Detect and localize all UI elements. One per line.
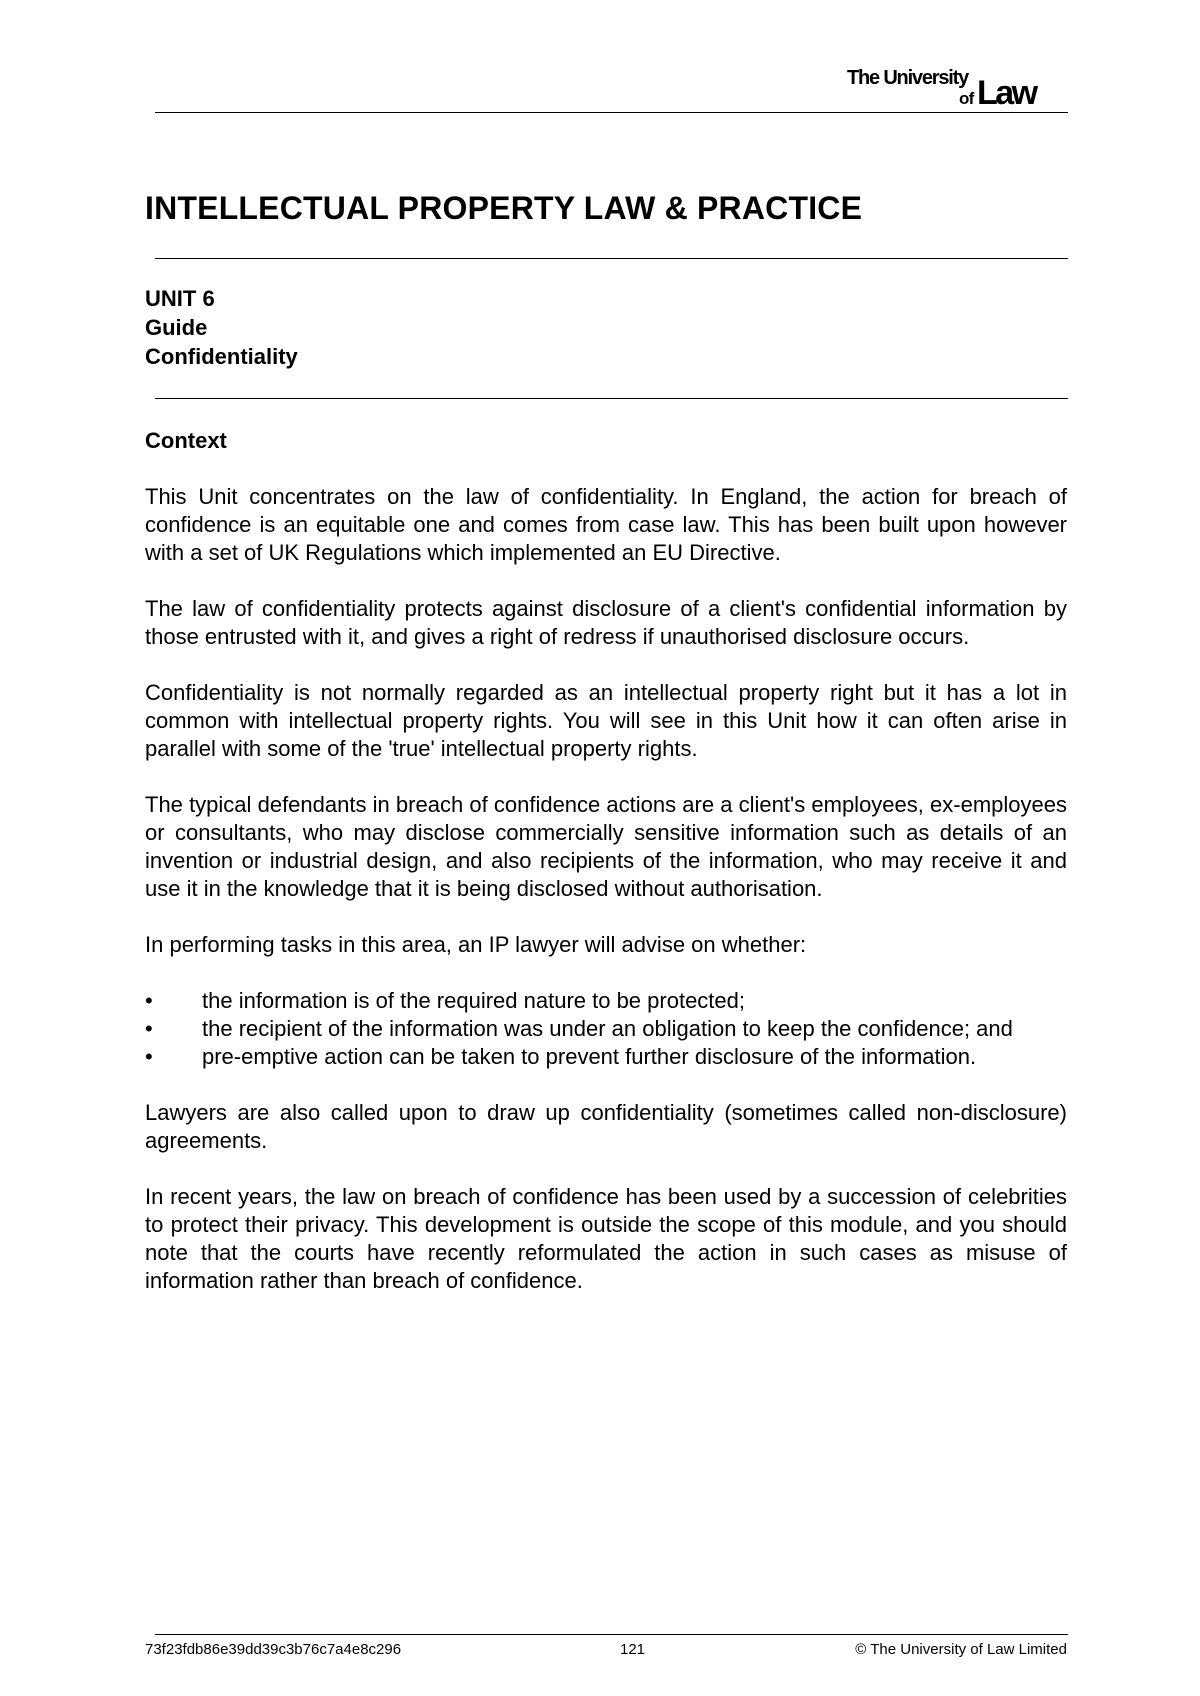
paragraph: Lawyers are also called upon to draw up confidentiality (sometimes called non-disclosure) agreements. <box>145 1100 1067 1153</box>
list-item <box>145 1015 1067 1043</box>
paragraph: In performing tasks in this area, an IP lawyer will advise on whether: <box>145 932 807 957</box>
header-rule <box>155 112 1068 113</box>
footer-doc-id: 73f23fdb86e39dd39c3b76c7a4e8c296 <box>145 1641 402 1658</box>
unit-type: Guide <box>145 315 208 340</box>
logo-line2a: of <box>959 89 974 108</box>
section-heading: Context <box>145 428 227 453</box>
footer-copyright: © The University of Law Limited <box>855 1641 1067 1658</box>
bullet-icon: • <box>145 988 153 1013</box>
paragraph: In recent years, the law on breach of confidence has been used by a succession of celebrities to protect their privacy. This development is outside the scope of this module, and you should note that the courts have recently reformulated the action in such cases as misuse of information rather than breach of confidence. <box>145 1184 1067 1293</box>
list-item-text: the information is of the required nature to be protected; <box>202 988 745 1013</box>
university-of-law-logo <box>847 62 1067 108</box>
page-number: 121 <box>620 1641 646 1658</box>
context-section <box>145 427 1067 1323</box>
list-item-text: pre-emptive action can be taken to prevent further disclosure of the information. <box>202 1044 977 1069</box>
advice-list <box>145 987 1067 1071</box>
paragraph: This Unit concentrates on the law of confidentiality. In England, the action for breach of confidence is an equitable one and comes from case law. This has been built upon however with a set of UK Regulations which implemented an EU Directive. <box>145 484 1067 565</box>
logo-line2b: Law <box>977 74 1036 108</box>
paragraph: The law of confidentiality protects against disclosure of a client's confidential information by those entrusted with it, and gives a right of redress if unauthorised disclosure occurs. <box>145 596 1067 649</box>
unit-rule <box>155 398 1068 399</box>
document-title: INTELLECTUAL PROPERTY LAW & PRACTICE <box>145 190 863 226</box>
unit-info <box>145 284 298 371</box>
unit-number: UNIT 6 <box>145 286 215 311</box>
title-rule <box>155 258 1068 259</box>
bullet-icon: • <box>145 1044 153 1069</box>
list-item-text: the recipient of the information was under an obligation to keep the confidence; and <box>202 1016 1013 1041</box>
logo-line1: The University <box>847 67 969 89</box>
list-item <box>145 1043 1067 1071</box>
paragraph: Confidentiality is not normally regarded as an intellectual property right but it has a lot in common with intellectual property rights. You will see in this Unit how it can often arise in parallel with some of the 'true' intellectual property rights. <box>145 680 1067 761</box>
footer-rule <box>155 1634 1068 1635</box>
bullet-icon: • <box>145 1016 153 1041</box>
page-footer <box>145 1641 1067 1661</box>
paragraph: The typical defendants in breach of confidence actions are a client's employees, ex-employees or consultants, who may disclose commercially sensitive information such as details of an invention or industrial design, and also recipients of the information, who may receive it and use it in the knowledge that it is being disclosed without authorisation. <box>145 792 1067 901</box>
unit-subject: Confidentiality <box>145 344 298 369</box>
list-item <box>145 987 1067 1015</box>
